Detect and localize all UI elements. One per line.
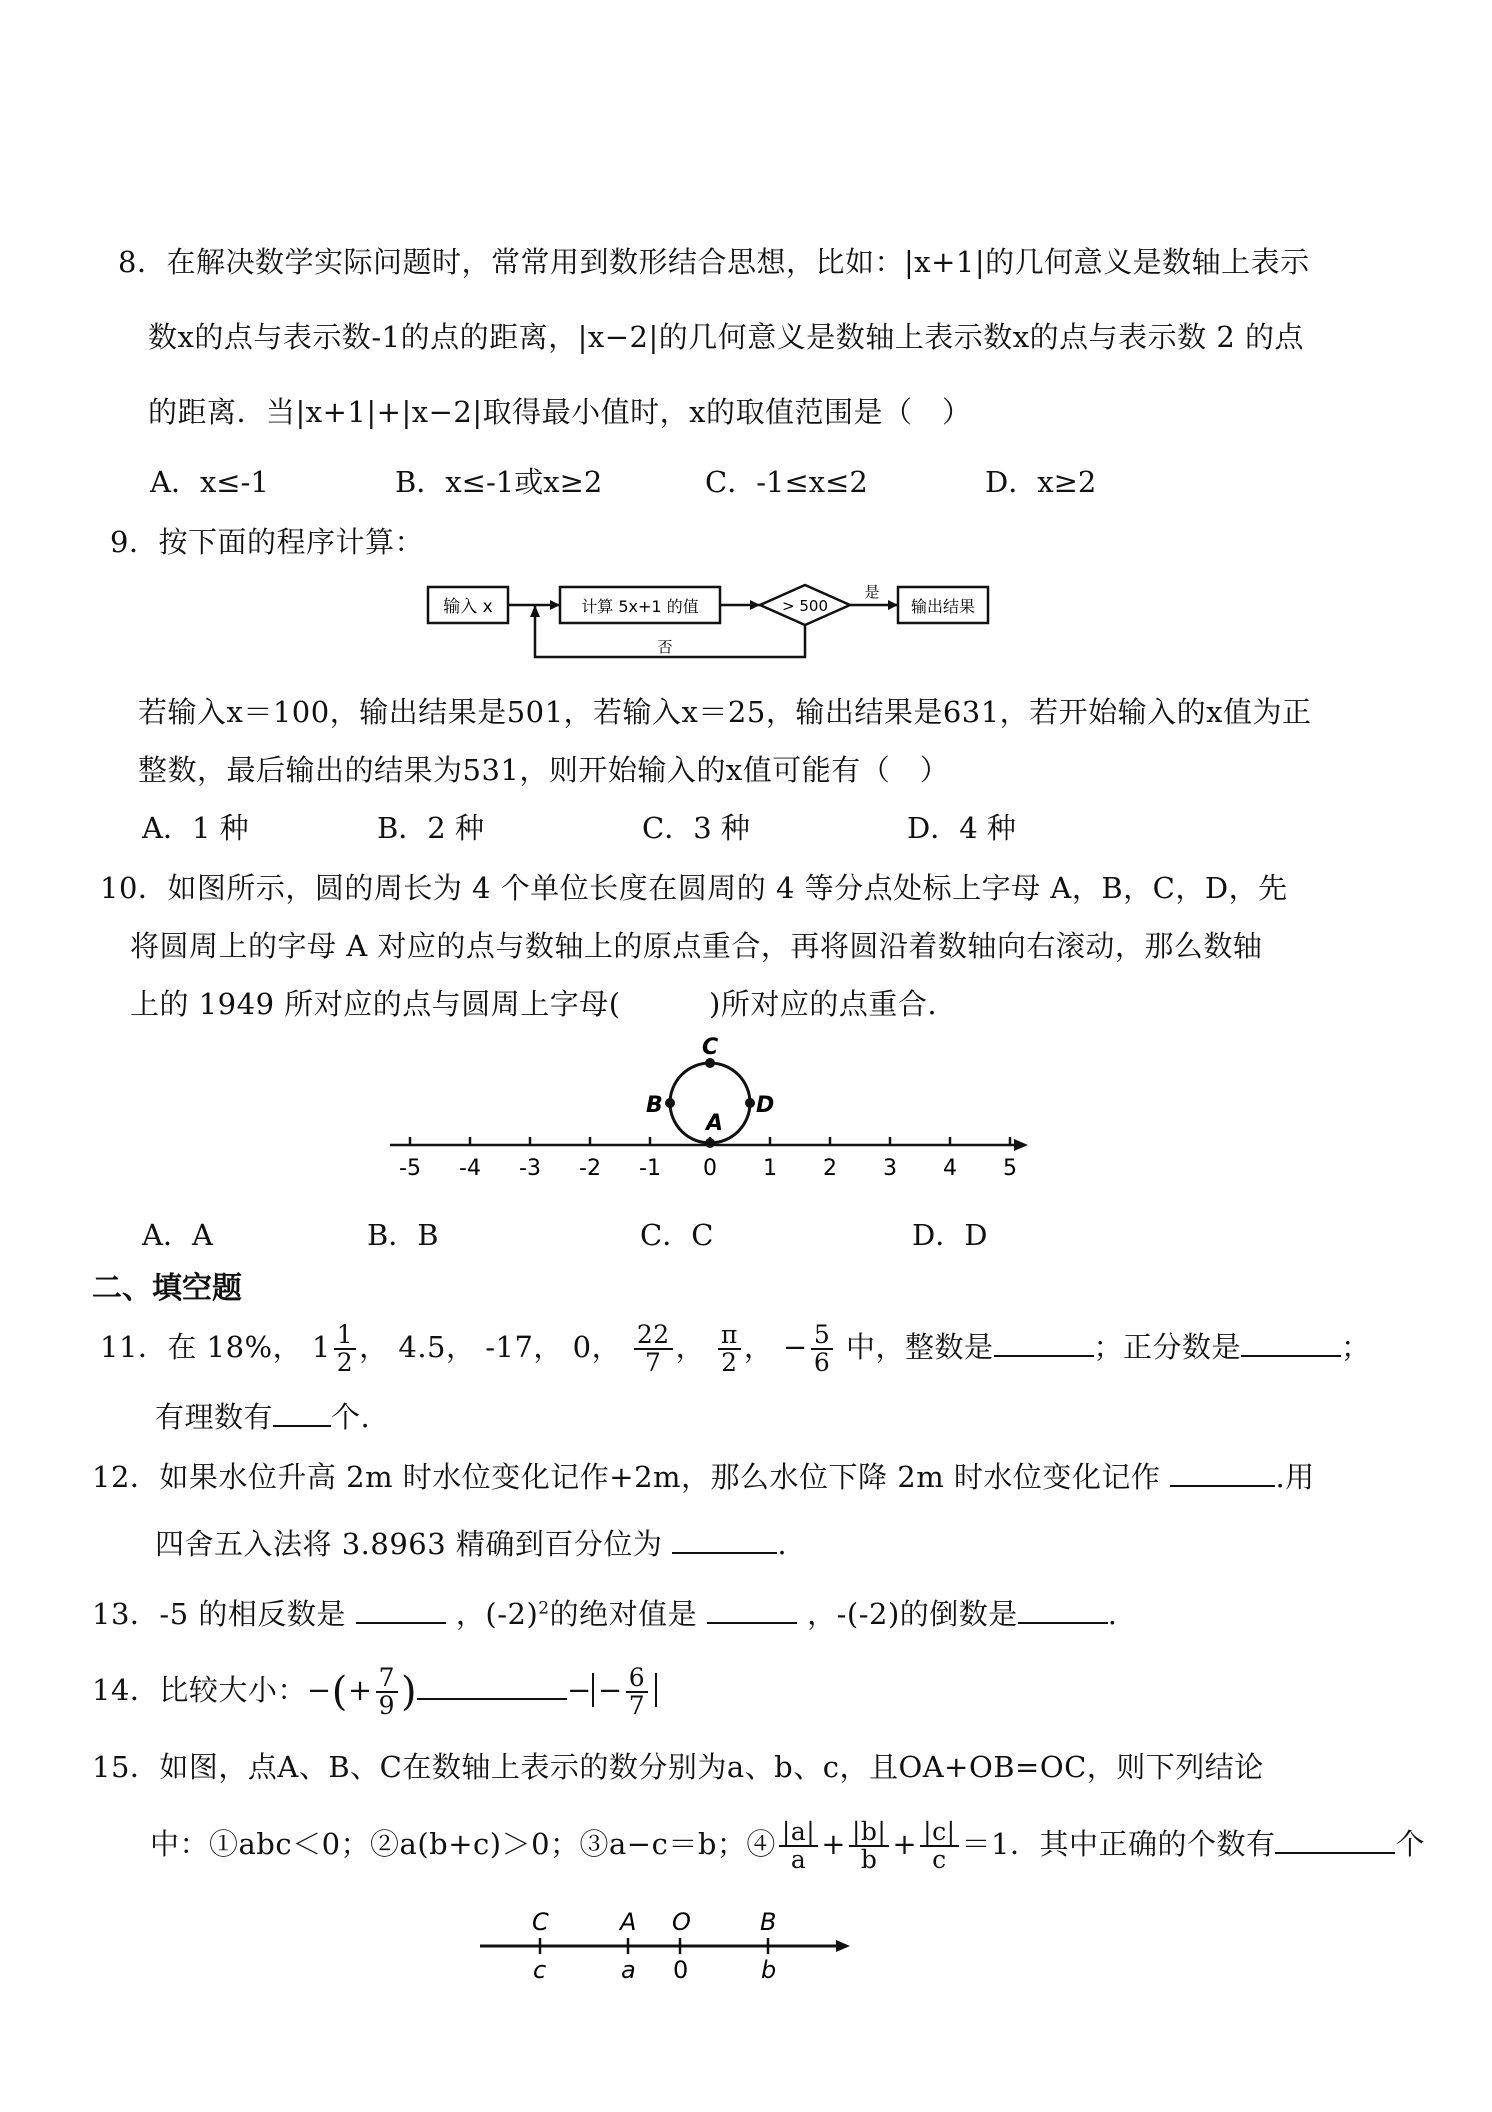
q15-label-b-upper: B: [760, 1908, 777, 1936]
q11-fraction-pi-2: $\frac{\pi}{2}$: [718, 1322, 741, 1377]
q9-line3: 整数，最后输出的结果为531，则开始输入的x值可能有（ ）: [138, 753, 950, 787]
q14-absolute-value: − $\frac{6}{7}$: [592, 1673, 657, 1707]
q8-option-d: D．x≥2: [985, 465, 1097, 499]
q13-reciprocal-blank[interactable]: [1018, 1600, 1108, 1624]
flow-arrowhead-1: [550, 600, 560, 610]
q10-axis-arrowhead: [1014, 1139, 1028, 1151]
q10-line2: 将圆周上的字母 A 对应的点与数轴上的原点重合，再将圆沿着数轴向右滚动，那么数轴: [130, 929, 1263, 963]
q10-tick-label: 4: [943, 1156, 957, 1181]
q11-positive-fractions-label: ；正分数是: [1093, 1330, 1242, 1364]
q12-water-drop-blank[interactable]: [1170, 1463, 1275, 1487]
q15-frac-b: $\frac{|b|}{b}$: [849, 1819, 889, 1874]
q10-tick-label: -1: [639, 1156, 661, 1181]
q12-line1: 12．如果水位升高 2m 时水位变化记作+2m，那么水位下降 2m 时水位变化记作 .用: [92, 1460, 1315, 1494]
q10-tick-label: 1: [763, 1156, 777, 1181]
flow-input-label: 输入 x: [443, 597, 493, 617]
q10-tick-label: -3: [519, 1156, 541, 1181]
q9-option-a: A．1 种: [142, 811, 249, 845]
q10-tick-label: -4: [459, 1156, 481, 1181]
q15-label-c-lower: c: [533, 1956, 547, 1984]
q15-label-b-lower: b: [761, 1956, 777, 1984]
q11-fraction-5-6: $\frac{5}{6}$: [811, 1322, 833, 1377]
flow-loop-arrowhead: [530, 605, 540, 617]
point-d-dot: [745, 1098, 755, 1108]
q15-frac-a: $\frac{|a|}{a}$: [779, 1819, 818, 1874]
section-heading-fill-in: 二、填空题: [92, 1271, 242, 1306]
q14-fraction-6-7: $\frac{6}{7}$: [626, 1665, 648, 1720]
q10-number-line-figure: [380, 1030, 1040, 1190]
point-a-dot: [705, 1138, 715, 1148]
q8-option-b: B．x≤-1或x≥2: [395, 465, 603, 499]
q11-item-zero: 0，: [572, 1330, 622, 1364]
q8-option-c: C．-1≤x≤2: [705, 465, 868, 499]
q9-option-d: D．4 种: [907, 811, 1016, 845]
q10-tick-label: 5: [1003, 1156, 1017, 1181]
q11-positive-fractions-blank[interactable]: [1241, 1333, 1341, 1357]
q14-fraction-7-9: $\frac{7}{9}$: [376, 1665, 398, 1720]
q8-option-a: A．x≤-1: [150, 465, 269, 499]
q11-mixed-whole: 1: [311, 1330, 331, 1364]
q10-line3: 上的 1949 所对应的点与圆周上字母( )所对应的点重合.: [130, 987, 938, 1021]
q12-rounding-blank[interactable]: [672, 1530, 777, 1554]
q13-line: 13．-5 的相反数是 ，$(-2)^2$的绝对值是 ，-(-2)的倒数是 .: [92, 1597, 1118, 1631]
q15-line1: 15．如图，点A、B、C在数轴上表示的数分别为a、b、c，且OA+OB=OC，则下列结论: [92, 1750, 1264, 1784]
q10-tick-label: -2: [579, 1156, 601, 1181]
q10-tick-label: 0: [703, 1156, 717, 1181]
q8-line1: 8．在解决数学实际问题时，常常用到数形结合思想，比如：|x+1|的几何意义是数轴上表示: [118, 245, 1310, 279]
q9-line1: 9．按下面的程序计算：: [110, 525, 424, 559]
label-b: B: [646, 1093, 663, 1118]
q15-label-o-upper: O: [672, 1908, 691, 1936]
q14-line: 14．比较大小：−(+ $\frac{7}{9}$ ) − − $\frac{6}{7}$: [92, 1655, 657, 1727]
flow-output-label: 输出结果: [910, 597, 976, 616]
q13-absolute-blank[interactable]: [707, 1600, 797, 1624]
q9-option-c: C．3 种: [642, 811, 750, 845]
q10-option-a: A．A: [142, 1218, 213, 1252]
q11-fraction-22-7: $\frac{22}{7}$: [634, 1322, 673, 1377]
q15-count-blank[interactable]: [1275, 1830, 1395, 1854]
q10-tick-label: 3: [883, 1156, 897, 1181]
q11-integers-blank[interactable]: [994, 1333, 1094, 1357]
q11-rational-count-blank[interactable]: [273, 1403, 331, 1427]
q10-option-b: B．B: [367, 1218, 439, 1252]
flow-compute-label: 计算 5x+1 的值: [581, 597, 699, 616]
q10-option-c: C．C: [640, 1218, 714, 1252]
flow-arrowhead-3: [888, 600, 898, 610]
q11-line1: 11．在 18%， 1 $\frac{1}{2}$ ， 4.5， -17， 0， $\frac{22}{7}$ ， $\frac{\pi}{2}$ ， − $\frac{5}{6}$ 中，整数是 ；正分数是 ；: [100, 1319, 1371, 1377]
q10-tick-label: -5: [399, 1156, 421, 1181]
q15-label-zero-lower: 0: [673, 1956, 689, 1984]
q11-integers-label: 中，整数是: [845, 1330, 994, 1364]
q8-line2: 数x的点与表示数-1的点的距离，|x−2|的几何意义是数轴上表示数x的点与表示数 2 的点: [148, 320, 1304, 354]
flow-yes-label: 是: [864, 583, 880, 601]
q12-line2: 四舍五入法将 3.8963 精确到百分位为 .: [155, 1527, 788, 1561]
q15-label-a-lower: a: [621, 1956, 636, 1984]
q11-prefix: 11．在: [100, 1330, 197, 1364]
q8-line3: 的距离．当|x+1|+|x−2|取得最小值时，x的取值范围是（ ）: [148, 395, 972, 429]
q9-flowchart: [420, 575, 1020, 675]
q11-item-neg17: -17，: [485, 1330, 563, 1364]
q9-option-b: B．2 种: [377, 811, 484, 845]
q11-line2: 有理数有 个.: [155, 1400, 371, 1434]
q15-axis-arrowhead: [836, 1940, 850, 1952]
q15-number-line-figure: [470, 1900, 870, 1990]
flow-decision-label: > 500: [782, 597, 828, 615]
label-d: D: [756, 1093, 775, 1118]
q11-item-18pct: 18%，: [206, 1330, 303, 1364]
q11-item-4-5: 4.5，: [398, 1330, 476, 1364]
flow-no-label: 否: [657, 638, 673, 656]
q15-label-c-upper: C: [532, 1908, 549, 1936]
label-a: A: [706, 1111, 724, 1136]
q13-opposite-blank[interactable]: [356, 1600, 446, 1624]
q10-tick-label: 2: [823, 1156, 837, 1181]
q15-line2: 中：①abc＜0；②a(b+c)＞0；③a−c＝b；④ $\frac{|a|}{a}$ + $\frac{|b|}{b}$ + $\frac{|c|}{c}$ ＝1．其中正确的个数有 个: [150, 1816, 1425, 1874]
q11-mixed-fraction: $\frac{1}{2}$: [334, 1322, 356, 1377]
point-b-dot: [665, 1098, 675, 1108]
q14-compare-blank[interactable]: [417, 1676, 567, 1700]
q15-frac-c: $\frac{|c|}{c}$: [920, 1819, 958, 1874]
q10-option-d: D．D: [912, 1218, 988, 1252]
q15-label-a-upper: A: [620, 1908, 637, 1936]
q10-line1: 10．如图所示，圆的周长为 4 个单位长度在圆周的 4 等分点处标上字母 A，B，C，D，先: [100, 871, 1288, 905]
q9-line2: 若输入x＝100，输出结果是501，若输入x＝25，输出结果是631，若开始输入的x值为正: [138, 695, 1312, 729]
label-c: C: [702, 1035, 719, 1060]
